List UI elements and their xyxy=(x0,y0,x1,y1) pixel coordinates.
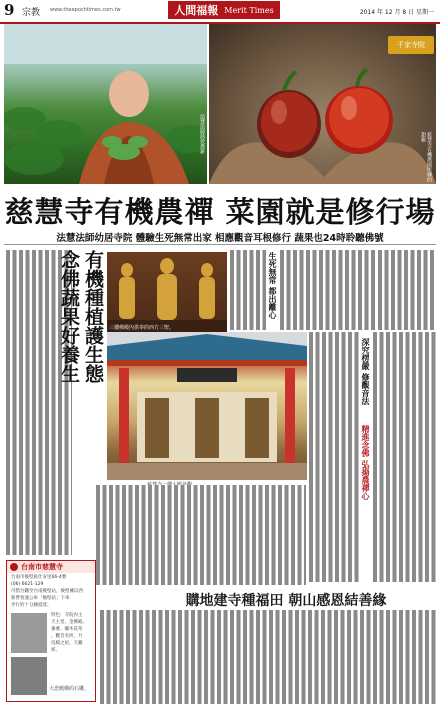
headline2-line2: 念佛蔬果好養生 xyxy=(58,250,80,383)
subheading-1: 生死無常 都出離心 xyxy=(268,252,277,319)
relic-photo xyxy=(11,613,47,653)
brand-en: Merit Times xyxy=(224,5,274,15)
section-label: 宗教 xyxy=(22,8,41,18)
site-url: www.theepochtimes.com.tw xyxy=(50,7,121,13)
subheading-2: 深究楞嚴 修觀音法 xyxy=(361,338,370,405)
temple-info-box xyxy=(6,560,96,702)
infobox-transit-1: 可搭台鐵至台南後壁站，後壁溪以西 xyxy=(11,589,83,594)
relic-caption: 大悲殿佛的石雕。 xyxy=(49,686,90,692)
relic-stone-photo xyxy=(11,657,47,695)
infobox-title-text: 台南市慈慧寺 xyxy=(21,563,63,571)
headline2-line1: 有機種植護生態 xyxy=(82,250,104,383)
section3-title: 購地建寺種福田 朝山感恩結善緣 xyxy=(185,593,387,609)
buddha-caption: 三樓佛殿內供奉的西方三聖。 xyxy=(109,325,175,331)
infobox-transit-3: 步行約十分鐘抵達。 xyxy=(11,603,52,608)
infobox-feature-1: 特色：寺院內主 xyxy=(51,613,83,618)
article-body-right-a xyxy=(309,332,359,582)
infobox-feature-5: 房殿之屋、天藏 xyxy=(51,641,83,646)
temple-hall-illustration xyxy=(107,332,307,480)
page-title: 慈慧寺有機農禪 菜園就是修行場 xyxy=(4,195,436,229)
article-body-mid xyxy=(230,250,266,330)
infobox-transit-2: 新營客運公車「後壁站」下車 xyxy=(11,596,70,601)
infobox-title xyxy=(7,561,95,573)
infobox-feature-6: 經。 xyxy=(51,648,60,653)
monk-photo-caption: 法慧法師熱愛農耕 xyxy=(199,114,205,154)
divider xyxy=(4,244,436,245)
series-badge: 千家寺院 xyxy=(388,36,434,54)
article-body-lower-mid xyxy=(96,485,306,585)
temple-hall-photo xyxy=(107,332,307,480)
masthead-logo xyxy=(168,1,280,19)
article-body-right-top xyxy=(378,250,436,330)
infobox-phone: (06) 6621-129 xyxy=(11,582,44,587)
page-subtitle: 法慧法師幼居寺院 體驗生死無常出家 相應觀音耳根修行 蔬果也24時聆聽佛號 xyxy=(56,233,384,244)
infobox-address: 台南市後壁區仕安里66-4號 xyxy=(11,575,67,580)
buddha-statues-illustration xyxy=(107,252,227,332)
infobox-feature-2: 天主堂、金佛殿、 xyxy=(51,620,87,625)
infobox-feature-4: 、觀音名所，月 xyxy=(51,634,83,639)
monk-illustration xyxy=(4,24,207,184)
page-number: 9 xyxy=(4,1,15,19)
buddha-statues-photo xyxy=(107,252,227,332)
location-pin-icon xyxy=(10,563,18,571)
brand-zh: 人間福報 xyxy=(174,4,219,17)
article-body-right-b xyxy=(373,332,436,582)
article-body-upper-right xyxy=(280,250,376,330)
subheading-3: 精進念佛 弘揚農禪心 xyxy=(361,425,370,500)
monk-garden-photo xyxy=(4,24,207,184)
infobox-feature-3: 蕃薯、藥木花草 xyxy=(51,627,83,632)
article-body-bottom xyxy=(100,610,436,704)
peppers-photo-caption: 慈慧寺有機農園所種的甜椒 xyxy=(420,132,432,182)
issue-date: 2014 年 12 月 8 日 星期一 xyxy=(359,9,434,16)
